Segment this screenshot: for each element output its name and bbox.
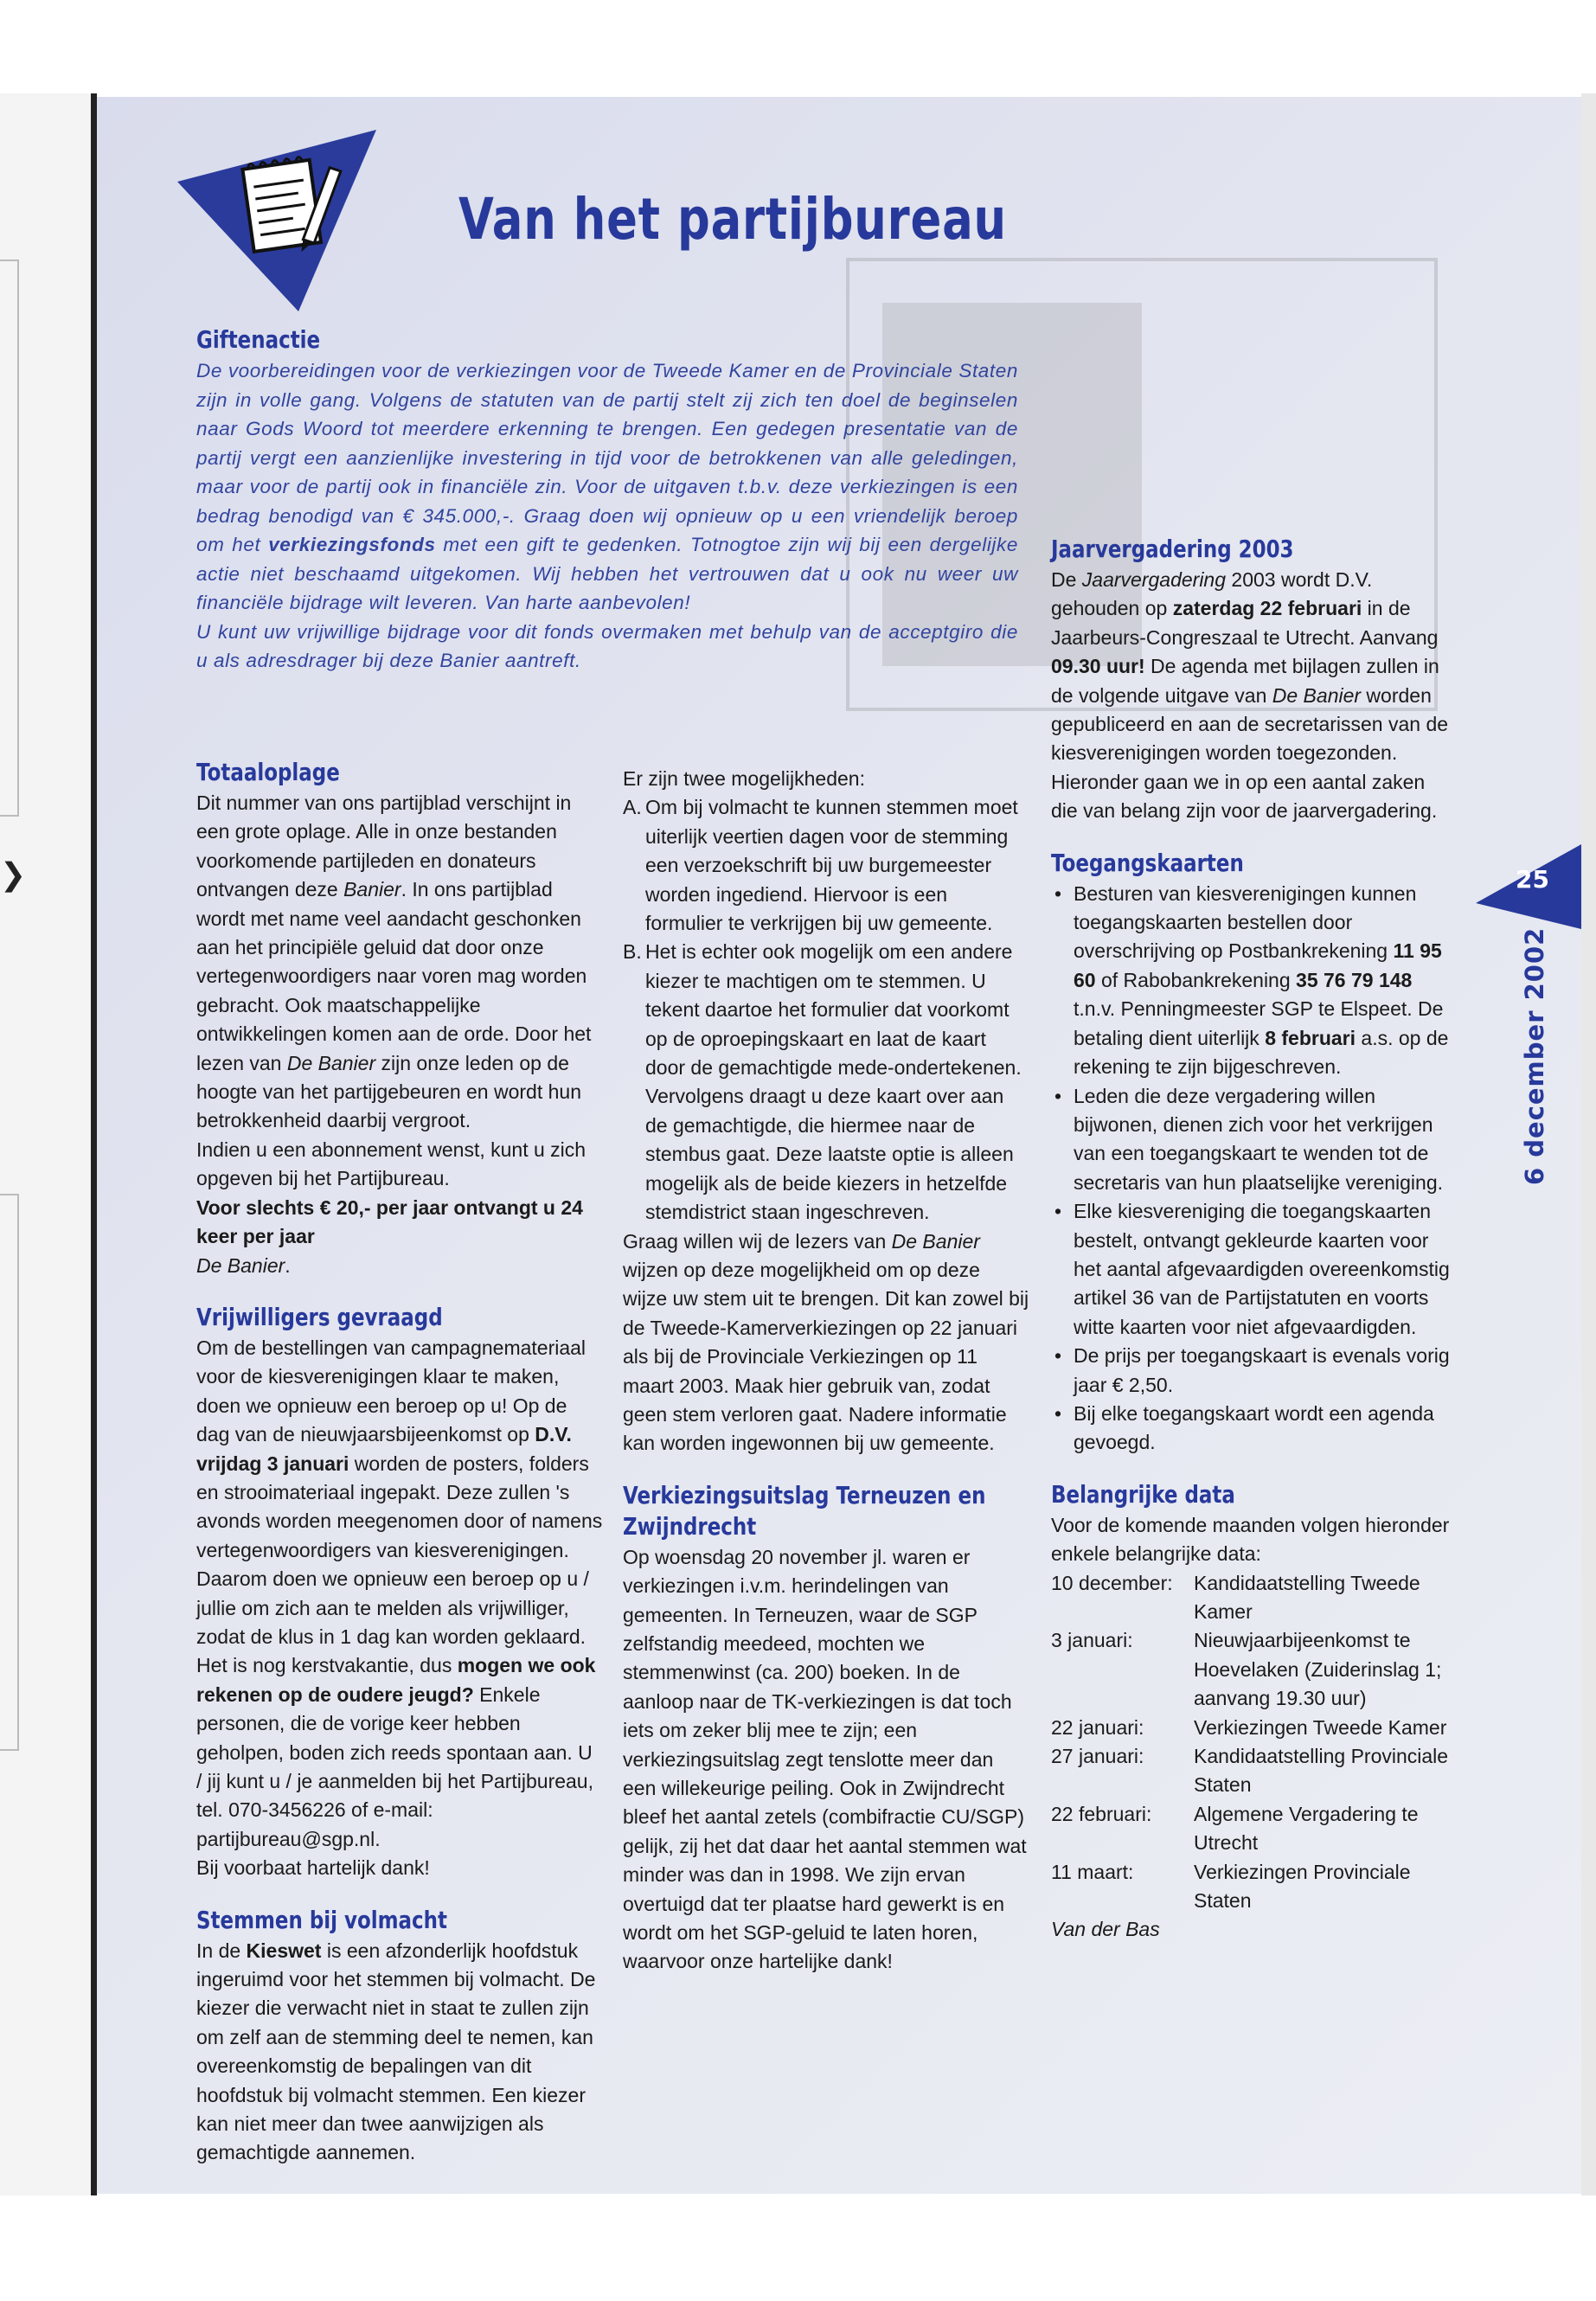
italic-text: De Banier — [286, 1051, 376, 1074]
data-heading: Belangrijke data — [1051, 1479, 1235, 1509]
giftenactie-text — [196, 356, 1018, 618]
text-span: of Rabobankrekening — [1095, 968, 1297, 991]
paragraph — [196, 1937, 603, 2168]
text-span: Graag willen wij de lezers van — [623, 1229, 892, 1253]
text-span: worden gepubliceerd en aan de secretarissen van de kiesverenigingen worden toegezonden. Hieronder gaan we in op een aantal zaken die van belang zijn voor de jaarvergadering. — [1051, 683, 1449, 823]
date-event: Nieuwjaarbijeenkomst te Hoevelaken (Zuiderinslag 1; aanvang 19.30 uur) — [1194, 1629, 1442, 1710]
text-span: met een gift te gedenken. Totnogtoe zijn wij bij een dergelijke actie niet beschaamd uitgekomen. Wij hebben het vertrouwen dat u ook nu weer uw financiële bijdrage wilt leveren. Van harte aanbevolen! — [196, 534, 1018, 613]
list-item: • De prijs per toegangskaart is evenals vorig jaar € 2,50. — [1051, 1342, 1453, 1400]
text-span: De agenda met bijlagen zullen in de volgende uitgave van — [1051, 655, 1439, 707]
column-3-continuation-spacer — [1051, 329, 1453, 512]
toegangskaarten-heading: Toegangskaarten — [1051, 848, 1244, 877]
toegangskaarten-section — [1051, 849, 1453, 1458]
totaaloplage-heading: Totaaloplage — [196, 758, 340, 786]
date-event: Kandidaatstelling Provinciale Staten — [1194, 1745, 1449, 1797]
text-span: worden de posters, folders en strooimateriaal ingepakt. Deze zullen 's avonds worden meegenomen door of namens vertegenwoordigers van kiesverenigingen. Daarom doen we opnieuw een beroep op u / jullie om zich aan te melden als vrijwilliger, zodat de klus in 1 dag kan worden geklaard. Het is nog kerstvakantie, dus — [196, 1452, 603, 1677]
italic-text: De Banier — [1272, 683, 1362, 707]
paragraph — [623, 1227, 1029, 1458]
phone-text: tel. 070-3456226 of e-mail: — [196, 1798, 433, 1822]
option-text: Het is echter ook mogelijk om een andere kiezer te machtigen om te stemmen. U tekent daartoe het formulier dat voorkomt op de oproepingskaart en laat de kaart door de gemachtigde mede-ondertekenen. Vervolgens draagt u deze kaart over aan de gemachtigde, die hiermee naar de stembus gaat. Deze laatste optie is alleen mogelijk als de beide kiezers in hetzelfde stemdistrict staan ingeschreven. — [645, 940, 1022, 1224]
option-b — [623, 938, 1029, 1227]
email-link[interactable]: partijbureau@sgp.nl. — [196, 1827, 381, 1850]
page-spine — [91, 93, 97, 2195]
vrijwilligers-heading: Vrijwilligers gevraagd — [196, 1302, 443, 1331]
uitslag-heading: Verkiezingsuitslag Terneuzen en — [623, 1480, 986, 1509]
dates-list — [1051, 1569, 1453, 1916]
date-event: Kandidaatstelling Tweede Kamer — [1194, 1571, 1420, 1623]
column-3 — [1051, 329, 1453, 1945]
paragraph: Voor de komende maanden volgen hieronder enkele belangrijke data: — [1051, 1513, 1450, 1566]
text-span: t.n.v. Penningmeester SGP te Elspeet. De betaling dient uiterlijk — [1074, 997, 1444, 1049]
date-label: 11 maart: — [1051, 1860, 1134, 1883]
adjacent-page-arrow-icon: ❯ — [0, 856, 27, 892]
italic-text: Banier — [343, 878, 401, 901]
text-span: . In ons partijblad wordt met name veel aandacht geschonken aan het principiële geluid dat door onze vertegenwoordigers naar voren mag worden gebracht. Ook maatschappelijke ontwikkelingen komen aan de orde. Door het lezen van — [196, 878, 592, 1074]
italic-text: De Banier — [891, 1229, 980, 1253]
date-event: Verkiezingen Provinciale Staten — [1194, 1860, 1411, 1913]
signature: Van der Bas — [1051, 1918, 1160, 1941]
notepad-pencil-icon — [169, 130, 385, 316]
data-section — [1051, 1480, 1453, 1945]
vrijwilligers-section — [196, 1303, 603, 1883]
date-event: Verkiezingen Tweede Kamer — [1194, 1715, 1447, 1739]
date-event: Algemene Vergadering te Utrecht — [1194, 1802, 1419, 1855]
bold-text: 35 76 79 148 — [1296, 968, 1413, 991]
text-span: De — [1051, 568, 1082, 591]
bold-text: 8 februari — [1265, 1026, 1356, 1049]
list-item: • Leden die deze vergadering willen bijwonen, dienen zich voor het verkrijgen van een toegangskaart te wenden tot de secretaris van hun plaatselijke vereniging. — [1051, 1082, 1453, 1198]
paragraph — [196, 1334, 603, 1797]
giftenactie-heading: Giftenactie — [196, 325, 321, 354]
toegangskaarten-list — [1051, 880, 1453, 1458]
text-span: De voorbereidingen voor de verkiezingen voor de Tweede Kamer en de Provinciale Staten zijn in volle gang. Volgens de statuten van de partij stelt zij zich ten doel de beginselen naar Gods Woord tot meerdere erkenning te brengen. Een gedegen presentatie van de partij vergt een aanzienlijke investering in tijd voor de betrokkenen van alle geledingen, maar voor de partij ook in financiële zin. Voor de uitgaven t.b.v. deze verkiezingen is een bedrag benodigd van € 345.000,-. Graag doen wij opnieuw op u een vriendelijk beroep om het — [196, 360, 1018, 555]
date-label: 3 januari: — [1051, 1629, 1133, 1652]
giftenactie-text: U kunt uw vrijwillige bijdrage voor dit fonds overmaken met behulp van de acceptgiro die u als adresdrager bij deze Banier aantreft. — [196, 620, 1018, 671]
page-title: Van het partijbureau — [458, 186, 1007, 253]
paragraph: Op woensdag 20 november jl. waren er verkiezingen i.v.m. herindelingen van gemeenten. In Terneuzen, waar de SGP zelfstandig meedeed, mochten we stemmenwinst (ca. 200) boeken. In de aanloop naar de TK-verkiezingen is dat toch iets om zeker blij mee te zijn; een verkiezingsuitslag zegt tenslotte meer dan een willekeurige peiling. Ook in Zwijndrecht bleef het aantal zetels (combifractie CU/SGP) gelijk, zij het dat daar het aantal stemmen wat minder was dan in 1998. We zijn ervan overtuigd dat ter plaatse hard gewerkt is en wordt om het SGP-geluid te laten horen, waarvoor onze hartelijke dank! — [623, 1545, 1027, 1973]
text-span: 2003 wordt D.V. gehouden op — [1051, 568, 1373, 620]
option-a — [623, 793, 1029, 938]
list-item: • Elke kiesvereniging die toegangskaarten bestelt, ontvangt gekleurde kaarten voor het aantal afgevaardigden overeenkomstig artikel 36 van de Partijstatuten en voorts witte kaarten voor niet afgevaardigden. — [1051, 1197, 1453, 1342]
text-span: Om de bestellingen van campagnemateriaal voor de kiesverenigingen klaar te maken, doen we opnieuw een beroep op u! Op de dag van de nieuwjaarsbijeenkomst op — [196, 1336, 586, 1446]
option-label: A. — [623, 796, 642, 819]
date-label: 27 januari: — [1051, 1745, 1144, 1768]
list-item — [1051, 880, 1453, 1082]
date-label: 22 januari: — [1051, 1715, 1144, 1739]
option-text: Om bij volmacht te kunnen stemmen moet uiterlijk veertien dagen voor de stemming een verzoekschrift bij uw burgemeester worden ingediend. Hiervoor is een formulier te verkrijgen bij uw gemeente. — [645, 796, 1018, 935]
text-span: Besturen van kiesverenigingen kunnen toegangskaarten bestellen door overschrijving op Postbankrekening — [1074, 881, 1417, 963]
list-item: • Bij elke toegangskaart wordt een agenda gevoegd. — [1051, 1400, 1453, 1458]
bold-text: zaterdag 22 februari — [1172, 597, 1362, 620]
next-page-edge — [1581, 93, 1596, 2195]
paragraph — [1051, 566, 1453, 826]
paragraph — [196, 789, 603, 1136]
volmacht-section — [196, 1906, 603, 2168]
text-span: in de Jaarbeurs-Congreszaal te Utrecht. Aanvang — [1051, 597, 1439, 649]
date-label: 22 februari: — [1051, 1802, 1152, 1825]
uitslag-section — [623, 1481, 1029, 1977]
text-span: Dit nummer van ons partijblad verschijnt in een grote oplage. Alle in onze bestanden voorkomende partijleden en donateurs ontvangen deze — [196, 792, 572, 901]
column-2 — [623, 765, 1029, 1977]
text-span: wijzen op deze mogelijkheid om op deze wijze uw stem uit te brengen. Dit kan zowel bij de Tweede-Kamerverkiezingen op 22 januari als bij de Provinciale Verkiezingen op 11 maart 2003. Maak hier gebruik van, zodat geen stem verloren gaat. Nadere informatie kan worden ingewonnen bij uw gemeente. — [623, 1258, 1029, 1455]
adjacent-page-frame — [0, 1194, 19, 1751]
giftenactie-section — [196, 325, 1018, 676]
bold-text: verkiezingsfonds — [268, 534, 436, 555]
uitslag-heading-line2: Zwijndrecht — [623, 1511, 757, 1541]
text-span: a.s. op de rekening te zijn bijgeschreven. — [1074, 1026, 1449, 1079]
bold-text: Voor slechts € 20,- per jaar ontvangt u 24 keer per jaar — [196, 1195, 583, 1248]
option-label: B. — [623, 940, 642, 964]
bold-text: D.V. vrijdag 3 januari — [196, 1423, 572, 1475]
text-span: zijn onze leden op de hoogte van het partijgebeuren en wordt hun betrokkenheid daarbij vergroot. — [196, 1051, 581, 1132]
paragraph: Bij voorbaat hartelijk dank! — [196, 1856, 430, 1880]
text-span: Enkele personen, die de vorige keer hebben geholpen, boden zich reeds spontaan aan. U / jij kunt u / je aanmelden bij het Partijbureau, — [196, 1682, 593, 1792]
bold-text: 09.30 uur! — [1051, 655, 1145, 678]
italic-text: De Banier — [196, 1253, 285, 1277]
italic-text: Jaarvergadering — [1081, 568, 1227, 591]
text-span: In de — [196, 1939, 247, 1962]
date-label: 10 december: — [1051, 1571, 1173, 1594]
text-span: . — [285, 1253, 291, 1277]
bold-text: Kieswet — [246, 1939, 322, 1962]
jaarvergadering-heading: Jaarvergadering 2003 — [1051, 535, 1294, 563]
text-span: is een afzonderlijk hoofdstuk ingeruimd voor het stemmen bij volmacht. De kiezer die verwacht niet in staat te zullen zijn om zelf aan de stemming deel te nemen, kan overeenkomstig de bepalingen van dit hoofdstuk bij volmacht stemmen. Een kiezer kan niet meer dan twee aanwijzigen als gemachtigde aannemen. — [196, 1939, 596, 2164]
paragraph: Indien u een abonnement wenst, kunt u zich opgeven bij het Partijbureau. — [196, 1138, 586, 1190]
column-1 — [196, 758, 603, 2168]
paragraph — [196, 1194, 603, 1280]
adjacent-page-frame — [0, 260, 19, 817]
issue-date-text: 6 december 2002 — [1520, 926, 1549, 1185]
paragraph: Er zijn twee mogelijkheden: — [623, 767, 865, 790]
bold-text: mogen we ook rekenen op de oudere jeugd? — [196, 1654, 596, 1706]
jaarvergadering-section — [1051, 535, 1453, 826]
bold-text: 11 95 60 — [1074, 939, 1442, 991]
volmacht-heading: Stemmen bij volmacht — [196, 1905, 447, 1934]
page-number: 25 — [1516, 865, 1549, 894]
